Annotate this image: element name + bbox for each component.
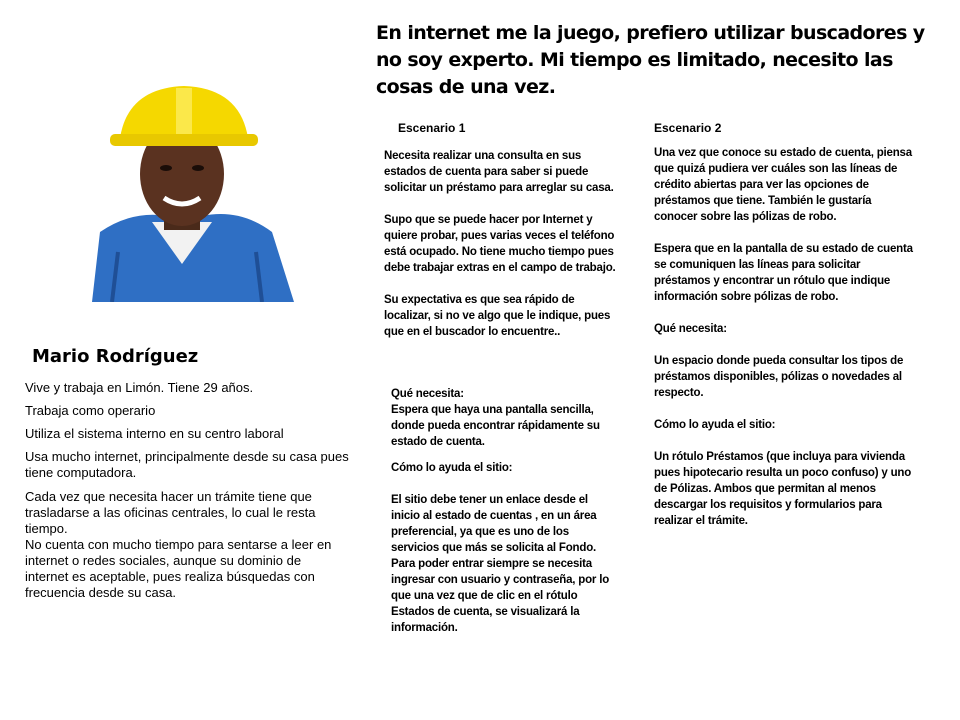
scenario1-needs [391,386,611,450]
scenario2-title: Escenario 2 [654,121,722,135]
scenario1-needs-title: Qué necesita: [391,388,464,400]
scenario1-help-title: Cómo lo ayuda el sitio: [391,462,513,474]
scenario1-paragraph-3: Su expectativa es que sea rápido de localizar, si no ve algo que le indique, pues que en el buscador lo encuentre.. [384,294,611,338]
scenario2-help-title: Cómo lo ayuda el sitio: [654,419,776,431]
persona-details [25,380,365,601]
detail-time: No cuenta con mucho tiempo para sentarse a leer en internet o redes sociales, aunque su dominio de internet es aceptable, pues realiza búsquedas con frecuencia desde su casa. [25,537,332,600]
persona-name: Mario Rodríguez [32,346,199,367]
scenario2-needs-text: Un espacio donde pueda consultar los tipos de préstamos disponibles, pólizas o novedades al respecto. [654,355,904,399]
detail-travel: Cada vez que necesita hacer un trámite tiene que trasladarse a las oficinas centrales, lo cual le resta tiempo. [25,489,316,536]
scenario1-paragraph-2: Supo que se puede hacer por Internet y quiere probar, pues varias veces el teléfono está ocupado. No tiene mucho tiempo pues debe trabajar extras en el campo de trabajo. [384,214,616,274]
scenario2-help-text: Un rótulo Préstamos (que incluya para vivienda pues hipotecario resulta un poco confuso) y uno de Pólizas. Ambos que permitan al menos descargar los requisitos y formularios para realizar el trámite. [654,451,912,527]
scenario1-body [384,148,622,340]
detail-system: Utiliza el sistema interno en su centro laboral [25,426,284,441]
scenario2-body [654,145,916,529]
scenario1-help [391,460,621,636]
scenario1-help-text: El sitio debe tener un enlace desde el inicio al estado de cuentas , en un área preferencial, ya que es uno de los servicios que más se solicita al Fondo. Para poder entrar siempre se necesita ingresar con usuario y contraseña, por lo que una vez que de clic en el rótulo Estados de cuenta, se visualizará la información. [391,494,610,634]
scenario1-title: Escenario 1 [398,121,466,135]
detail-job: Trabaja como operario [25,403,156,418]
scenario1-paragraph-1: Necesita realizar una consulta en sus estados de cuenta para saber si puede solicitar un préstamo para arreglar su casa. [384,150,614,194]
scenario1-needs-text: Espera que haya una pantalla sencilla, donde pueda encontrar rápidamente su estado de cuenta. [391,404,600,448]
scenario2-paragraph-2: Espera que en la pantalla de su estado de cuenta se comuniquen las líneas para solicitar préstamos y encontrar un rótulo que indique información sobre pólizas de robo. [654,243,913,303]
construction-worker-photo [72,82,294,302]
persona-quote: En internet me la juego, prefiero utilizar buscadores y no soy experto. Mi tiempo es limitado, necesito las cosas de una vez. [376,22,925,98]
detail-location: Vive y trabaja en Limón. Tiene 29 años. [25,380,254,395]
scenario2-paragraph-1: Una vez que conoce su estado de cuenta, piensa que quizá pudiera ver cuáles son las líneas de crédito abiertas para ver las opciones de préstamos que tiene. También le gustaría conocer sobre las pólizas de robo. [654,147,912,223]
scenario2-needs-title: Qué necesita: [654,323,727,335]
detail-internet: Usa mucho internet, principalmente desde su casa pues tiene computadora. [25,449,349,480]
